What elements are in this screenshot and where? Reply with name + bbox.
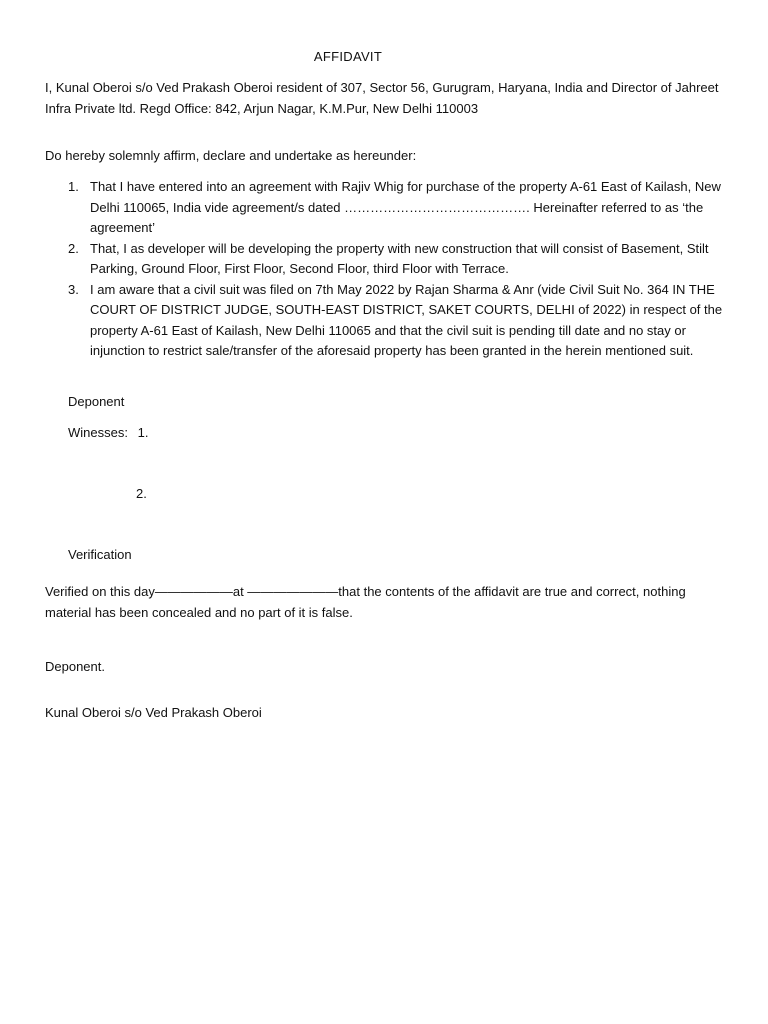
list-item-text: That, I as developer will be developing the property with new construction that will consist of Basement, Stilt Parking, Ground Floor, First Floor, Second Floor, third Floor with Terrace. xyxy=(90,240,709,276)
witness-one-number: 1. xyxy=(137,425,149,440)
undertake-statement: Do hereby solemnly affirm, declare and undertake as hereunder: xyxy=(45,148,417,163)
document-title: AFFIDAVIT xyxy=(313,49,383,64)
witness-two-number: 2. xyxy=(136,486,147,501)
list-item-number: 2. xyxy=(68,240,79,256)
witnesses-row xyxy=(68,423,368,444)
deponent-signature-label: Deponent. xyxy=(45,659,105,674)
witnesses-label: Winesses: xyxy=(68,425,128,440)
list-item-number: 1. xyxy=(68,179,79,194)
signatory-name: Kunal Oberoi s/o Ved Prakash Oberoi xyxy=(45,705,262,720)
list-item xyxy=(45,177,725,239)
list-item-number: 3. xyxy=(68,281,79,297)
verification-statement: Verified on this day——————at ———————that the contents of the affidavit are true and correct, nothing material has been concealed and no part of it is false. xyxy=(45,584,686,620)
list-item xyxy=(45,239,725,280)
list-item-text: That I have entered into an agreement with Rajiv Whig for purchase of the property A-61 East of Kailash, New Delhi 110065, India vide agreement/s dated ……………………………………. Hereinafter referred to as ‘the agreement’ xyxy=(90,179,721,235)
verification-heading: Verification xyxy=(68,547,132,562)
list-item xyxy=(45,280,725,362)
deponent-label: Deponent xyxy=(68,394,125,409)
list-item-text: I am aware that a civil suit was filed on 7th May 2022 by Rajan Sharma & Anr (vide Civil Suit No. 364 IN THE COURT OF DISTRICT JUDGE, SOUTH-EAST DISTRICT, SAKET COURTS, DELHI of 2022) in respect of the property A-61 East of Kailash, New Delhi 110065 and that the civil suit is pending till date and no stay or injunction to restrict sale/transfer of the aforesaid property has been granted in the herein mentioned suit. xyxy=(90,281,723,358)
intro-paragraph: I, Kunal Oberoi s/o Ved Prakash Oberoi resident of 307, Sector 56, Gurugram, Haryana, India and Director of Jahreet Infra Private ltd. Regd Office: 842, Arjun Nagar, K.M.Pur, New Delhi 110003 xyxy=(45,80,719,116)
affirmation-list xyxy=(45,177,725,362)
